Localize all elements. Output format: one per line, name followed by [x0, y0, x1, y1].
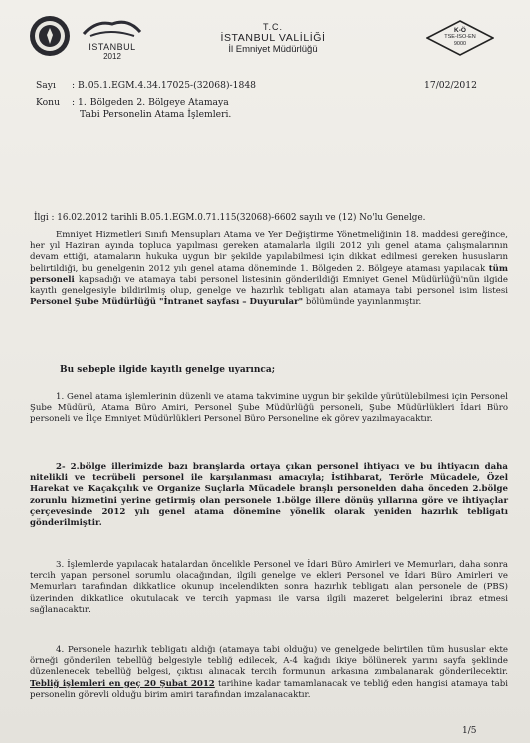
item-4-deadline: Tebliğ işlemleri en geç 20 Şubat 2012 [30, 678, 215, 689]
konu-label: Konu [36, 97, 60, 108]
tse-iso-badge [426, 20, 494, 56]
letterhead [178, 22, 368, 55]
item-3-paragraph: 3. İşlemlerde yapılacak hatalardan öncelikle Personel ve İdari Büro Amirleri ve Memurları, daha sonra tercih yapan personel sorumlu olacağından, ilgili genelge ve ekleri Personel ve İdari Büro Amirleri ve Memurları tarafından dikkatlice okunup incelendikten sonra hazırlık tebligatı alan personele de (PBS) üzerinden dikkatlice okutulacak ve tercih yapması ile varsa ilgili mazeret belgelerini ibraz etmesi sağlanacaktır. [30, 560, 508, 615]
istanbul-skyline-icon [80, 16, 144, 38]
badge-mid-text: TSE-ISO-EN [444, 34, 476, 40]
police-emblem-icon [28, 14, 72, 58]
sebeple-heading: Bu sebeple ilgide kayıtlı genelge uyarınca; [60, 365, 276, 375]
badge-top-text: K-Ö [454, 27, 466, 34]
konu-value-1: : 1. Bölgeden 2. Bölgeye Atamaya [72, 97, 229, 108]
sayi-value: : B.05.1.EGM.4.34.17025-(32068)-1848 [72, 80, 257, 91]
letterhead-governorship: İSTANBUL VALİLİĞİ [220, 32, 326, 44]
intro-text-bold-2: Personel Şube Müdürlüğü "İntranet sayfası – Duyurular" [30, 297, 304, 308]
logo-year-text: 2012 [103, 52, 121, 61]
intro-text-c: kapsadığı ve atamaya tabi personel listesinin gönderildiği Emniyet Genel Müdürlüğü'nün ilgide kayıtlı genelgesiyle bildirilmiş olup, genelge ve hazırlık tebligatı alan atamaya tabi personel isim listesi [30, 274, 508, 297]
intro-text-bold-1: tüm personeli [30, 263, 508, 285]
konu-line [36, 97, 336, 109]
item-4-paragraph [30, 645, 508, 701]
item-2-paragraph: 2- 2.bölge illerimizde bazı branşlarda ortaya çıkan personel ihtiyacı ve bu ihtiyacın daha nitelikli ve tecrübeli personel ile karşılanması amacıyla; İstihbarat, Terörle Mücadele, Özel Harekat ve Kaçakçılık ve Organize Suçlarla Mücadele branşlı personelden daha önceden 2.bölge zorunlu hizmetini yerine getirmiş olan personele 1.bölge illere dönüş yıllarına göre ve ihtiyaçlar çerçevesinde 2012 yılı genel atama dönemine yönelik olarak yeniden hazırlık tebligatı gönderilmiştir. [30, 462, 508, 529]
page-number: 1/5 [462, 726, 477, 736]
sayi-label: Sayı [36, 80, 56, 91]
logo-city-text: ISTANBUL [88, 42, 136, 52]
letterhead-tc: T.C. [262, 22, 283, 32]
ilgi-line: İlgi : 16.02.2012 tarihli B.05.1.EGM.0.71.115(32068)-6602 sayılı ve (12) No'lu Genelge. [34, 213, 426, 223]
item-1-paragraph: 1. Genel atama işlemlerinin düzenli ve atama takvimine uygun bir şekilde yürütülebilmesi için Personel Şube Müdürü, Atama Büro Amiri, Personel Şube Müdürlüğü personeli, Şube Müdürlükleri İdari Büro personeli ve İlçe Emniyet Müdürlükleri Personel Büro Personeline ek görev yazılmayacaktır. [30, 392, 508, 425]
konu-value-2: Tabi Personelin Atama İşlemleri. [80, 109, 232, 120]
intro-text-a: Emniyet Hizmetleri Sınıfı Mensupları Atama ve Yer Değiştirme Yönetmeliğinin 18. maddesi gereğince, her yıl Haziran ayında topluca yapılması gereken atamalarla ilgili 2012 yılı genel atama çalışmalarının devam ettiği, atamaların hukuka uygun bir şekilde yapılabilmesi için dikkat edilmesi gereken hususların belirtildiği, bu genelgenin 2012 yılı genel atama döneminde 1. Bölgeden 2. Bölgeye ataması yapılacak [30, 230, 508, 274]
istanbul-2012-logo [80, 16, 144, 62]
document-date: 17/02/2012 [424, 80, 477, 91]
badge-num-text: 9000 [453, 41, 467, 47]
item-4-text-c: tarihine kadar tamamlanacak ve tebliğ eden hangisi atamaya tabi personelin görevli olduğu birim amiri tarafından imzalanacaktır. [30, 678, 508, 700]
intro-paragraph [30, 230, 508, 308]
letterhead-directorate: İl Emniyet Müdürlüğü [228, 44, 318, 55]
intro-text-e: bölümünde yayınlanmıştır. [303, 297, 422, 308]
item-4-text-a: 4. Personele hazırlık tebligatı aldığı (atamaya tabi olduğu) ve genelgede belirtilen tüm hususlar ekte örneği gönderilen tebellüğ belgesiyle tebliğ edilecek, A-4 kağıdı ikiye bölünerek yarını sayfa şeklinde düzenlenecek tebellüğ belgesi, çıktısı alınacak tercih formunun arkasına zımbalanarak gönderilecektir. [30, 645, 508, 678]
sayi-line [36, 80, 336, 92]
